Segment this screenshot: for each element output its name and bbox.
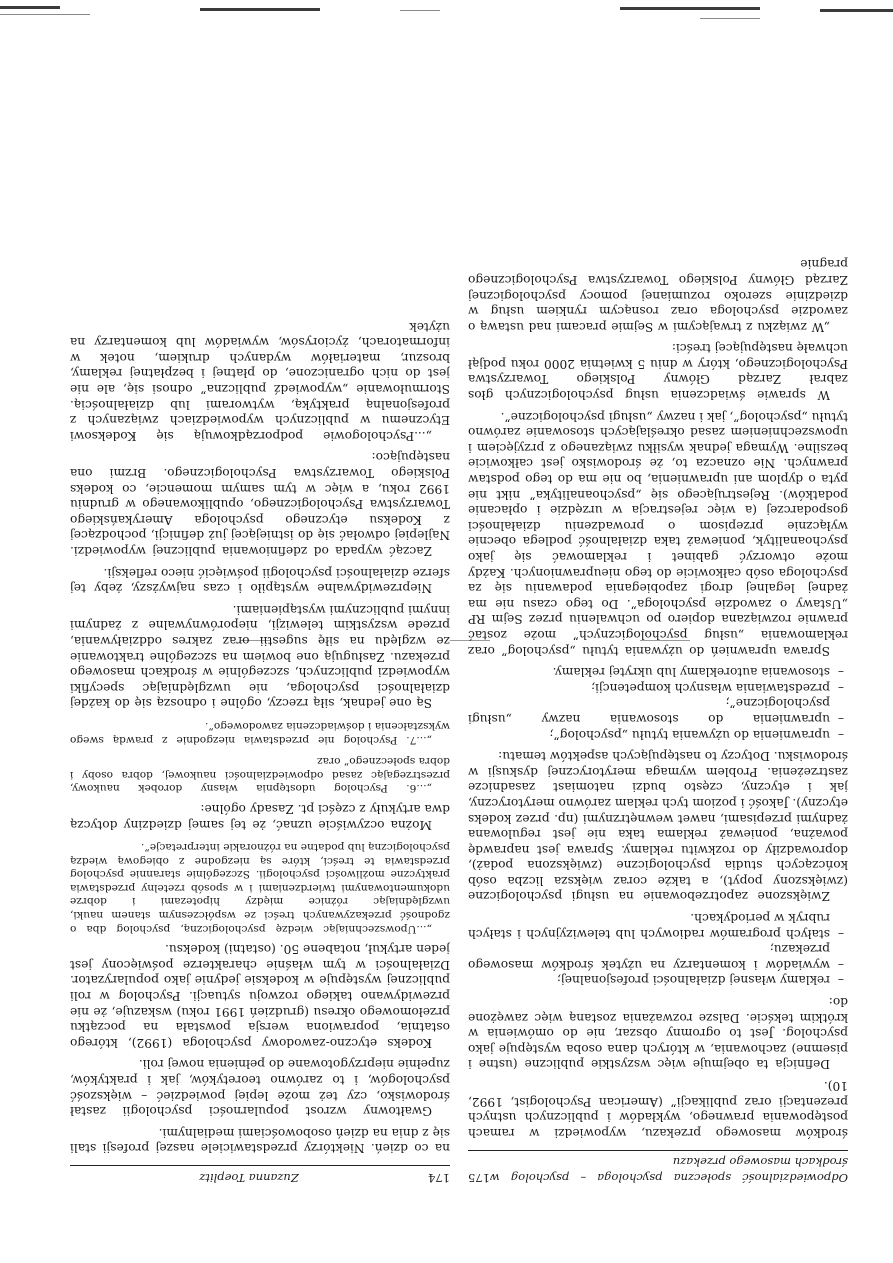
quote: „...7. Psycholog nie przedstawia niezgodnie z prawdą swego wykształcenia i doświadczenia zawodowego”. <box>70 719 450 746</box>
paragraph: „W związku z trwającymi w Sejmie pracami nad ustawą o zawodzie psychologa oraz rosnącym rynkiem usług w dziedzinie szeroko rozumianej pomocy psychologicznej Zarząd Główny Polskiego Towarzystwa Psychologicznego pragnie <box>468 257 848 334</box>
right-running-title: Odpowiedzialność społeczna psychologa – psycholog w środkach masowego przekazu <box>489 1155 848 1185</box>
paragraph: „...Psychologowie podporządkowują się Kodeksowi Etycznemu w publicznych wypowiedziach związanych z profesjonalną praktyką, wytworami lub działalnością. Stormułowanie „wypowiedź publiczna” odnosi się, ale nie jest do nich ograniczone, do płatnej i bezpłatnej reklamy, broszur, materiałów wydanych drukiem, notek w informatorach, życiorysów, wywiadów lub komentarzy na użytek <box>70 319 450 443</box>
quote: „...Upowszechniając wiedzę psychologiczną, psycholog dba o zgodność przekazywanych treści ze współczesnym stanem nauki, uwzględniając różnice między hipotezami i dobrze udokumentowanymi twierdzeniami i w sposób rzetelny przedstawia praktyczne możliwości psychologii. Szczególnie starannie psycholog przedstawia te treści, które są niezgodne z obiegową wiedzą psychologiczną lub podatne na różnorakie interpretacje”. <box>70 841 450 935</box>
left-running-title: Zuzanna Toeplitz <box>199 1171 299 1185</box>
left-page-number: 174 <box>428 1171 450 1185</box>
left-page <box>70 95 450 1185</box>
list <box>468 664 848 742</box>
list-item: – przedstawiania własnych kompetencji; <box>468 679 830 695</box>
list-item: – stałych programów radiowych lub telewizyjnych i stałych rubryk w periodykach. <box>468 910 830 941</box>
right-running-head <box>468 1150 848 1185</box>
paragraph: Definicja ta obejmuje więc wszystkie publiczne (ustne i pisemne) zachowania, w których dana osoba występuje jako psycholog. Jest to ogromny obszar, nie do omówienia w krótkim tekście. Dalsze rozważania zostaną więc zawężone do: <box>468 995 848 1072</box>
paragraph: Gwałtowny wzrost popularności psychologii zastał środowisko, czy też może lepiej powiedzieć – większość psychologów, i to zarówno teoretyków, jak i praktyków, zupełnie nieprzygotowane do pełnienia nowej roli. <box>70 1057 450 1119</box>
paragraph: Można oczywiście uznać, że tej samej dziedziny dotyczą dwa artykuły z części pt. Zasady ogólne: <box>70 801 450 832</box>
paragraph: W sprawie świadczenia usług psychologicznych głos zabrał Zarząd Główny Polskiego Towarzystwa Psychologicznego, który w dniu 5 kwietnia 2000 roku podjął uchwałę następującej treści: <box>468 341 848 403</box>
paragraph: Są one jednak, siłą rzeczy, ogólne i odnoszą się do każdej działalności psychologa, nie uwzględniając specyfiki wypowiedzi publicznych, szczególnie w środkach masowego przekazu. Zasługują one bowiem na szczególne traktowanie ze względu na siłę sugestii oraz zakres oddziaływania, przede wszystkim telewizji, nieporównywalne z żadnymi innymi publicznymi wystąpieniami. <box>70 602 450 711</box>
paragraph: na co dzień. Niektórzy przedstawiciele naszej profesji stali się z dnia na dzień osobowościami medialnymi. <box>70 1125 450 1156</box>
right-page <box>468 95 848 1185</box>
list-item: – stosowania autoreklamy lub ukrytej reklamy. <box>468 664 830 680</box>
left-running-head <box>70 1165 450 1185</box>
list-item: – wywiadów i komentarzy na użytek środków masowego przekazu; <box>468 941 830 972</box>
paragraph: Sprawa uprawnień do używania tytułu „psycholog” oraz reklamowania „usług psychologicznych” może zostać prawnie rozwiązana dopiero po uchwaleniu przez Sejm RP „Ustawy o zawodzie psychologa”. Do tego czasu nie ma żadnej legalnej drogi zapobiegania podawaniu się za psychologa osób całkowicie do tego nieuprawnionych. Każdy może otworzyć gabinet i reklamować się jako psychoanalityk, ponieważ taka działalność podlega obecnie wyłącznie przepisom o prowadzeniu działalności gospodarczej (a więc rejestracja w urzędzie i opłacanie podatków). Rejestrującego się „psychoanalityka” nikt nie pyta o dyplom ani uprawnienia, bo nie ma do tego podstaw prawnych. Nie oznacza to, że środowisko jest całkowicie bezsilne. Wymaga jednak wysiłku związanego z przyjęciem i upowszechnieniem zasad określających stosowanie zarówno tytułu „psycholog”, jak i nazwy „usługi psychologiczne”. <box>468 409 848 658</box>
paragraph: Zwiększone zapotrzebowanie na usługi psychologiczne (zwiększony popyt), a także coraz większa liczba osób kończących studia psychologiczne (zwiększona podaż), doprowadziły do rozkwitu reklamy. Sprawa jest naprawdę poważna, ponieważ reklama taka nie jest regulowana żadnymi przepisami, nawet wewnętrznymi (np. przez kodeks etyczny). Jakość i poziom tych reklam zarówno merytoryczny, jak i etyczny, często budzi natomiast zasadnicze zastrzeżenia. Problem wymaga merytorycznej dyskusji w środowisku. Dotyczy to następujących aspektów tematu: <box>468 749 848 904</box>
paragraph: Zacząć wypada od zdefiniowania publicznej wypowiedzi. Najlepiej odwołać się do istniejącej już definicji, pochodzącej z Kodeksu etycznego psychologa Amerykańskiego Towarzystwa Psychologicznego, opublikowanego w grudniu 1992 roku, a więc w tym samym momencie, co kodeks Polskiego Towarzystwa Psychologicznego. Brzmi ona następująco: <box>70 450 450 559</box>
quote: „...6. Psycholog udostępnia własny dorobek naukowy, przestrzegając zasad odpowiedzialności naukowej, dobra osoby i dobra społecznego” oraz <box>70 755 450 795</box>
list-item: – uprawnienia do stosowania nazwy „usługi psychologiczne”; <box>468 695 830 726</box>
paragraph: środków masowego przekazu, wypowiedzi w ramach postępowania prawnego, wykładów i publicznych ustnych prezentacji oraz publikacji” (American Psychologist, 1992, 10). <box>468 1079 848 1140</box>
list-item: – reklamy własnej działalności profesjonalnej; <box>468 972 830 988</box>
list <box>468 910 848 988</box>
paragraph: Nieprzewidywalne wystąpiło i czas najwyższy, żeby tej sferze działalności psychologii poświęcić nieco refleksji. <box>70 565 450 596</box>
right-page-number: 175 <box>468 1171 490 1185</box>
list-item: – uprawnienia do używania tytułu „psycholog”; <box>468 726 830 742</box>
scan-edge-artifacts <box>0 0 893 40</box>
paragraph: Kodeks etyczno-zawodowy psychologa (1992), którego ostatnia, poprawiona wersja powstała na początku przełomowego okresu (grudzień 1991 roku) wskazuje, że nie przewidywano takiego rozwoju sytuacji. Psycholog w roli publicznej występuje w kodeksie jedynie jako popularyzator. Działalności w tym właśnie charakterze poświęcony jest jeden artykuł, notabene 50. (ostatni) kodeksu. <box>70 942 450 1050</box>
